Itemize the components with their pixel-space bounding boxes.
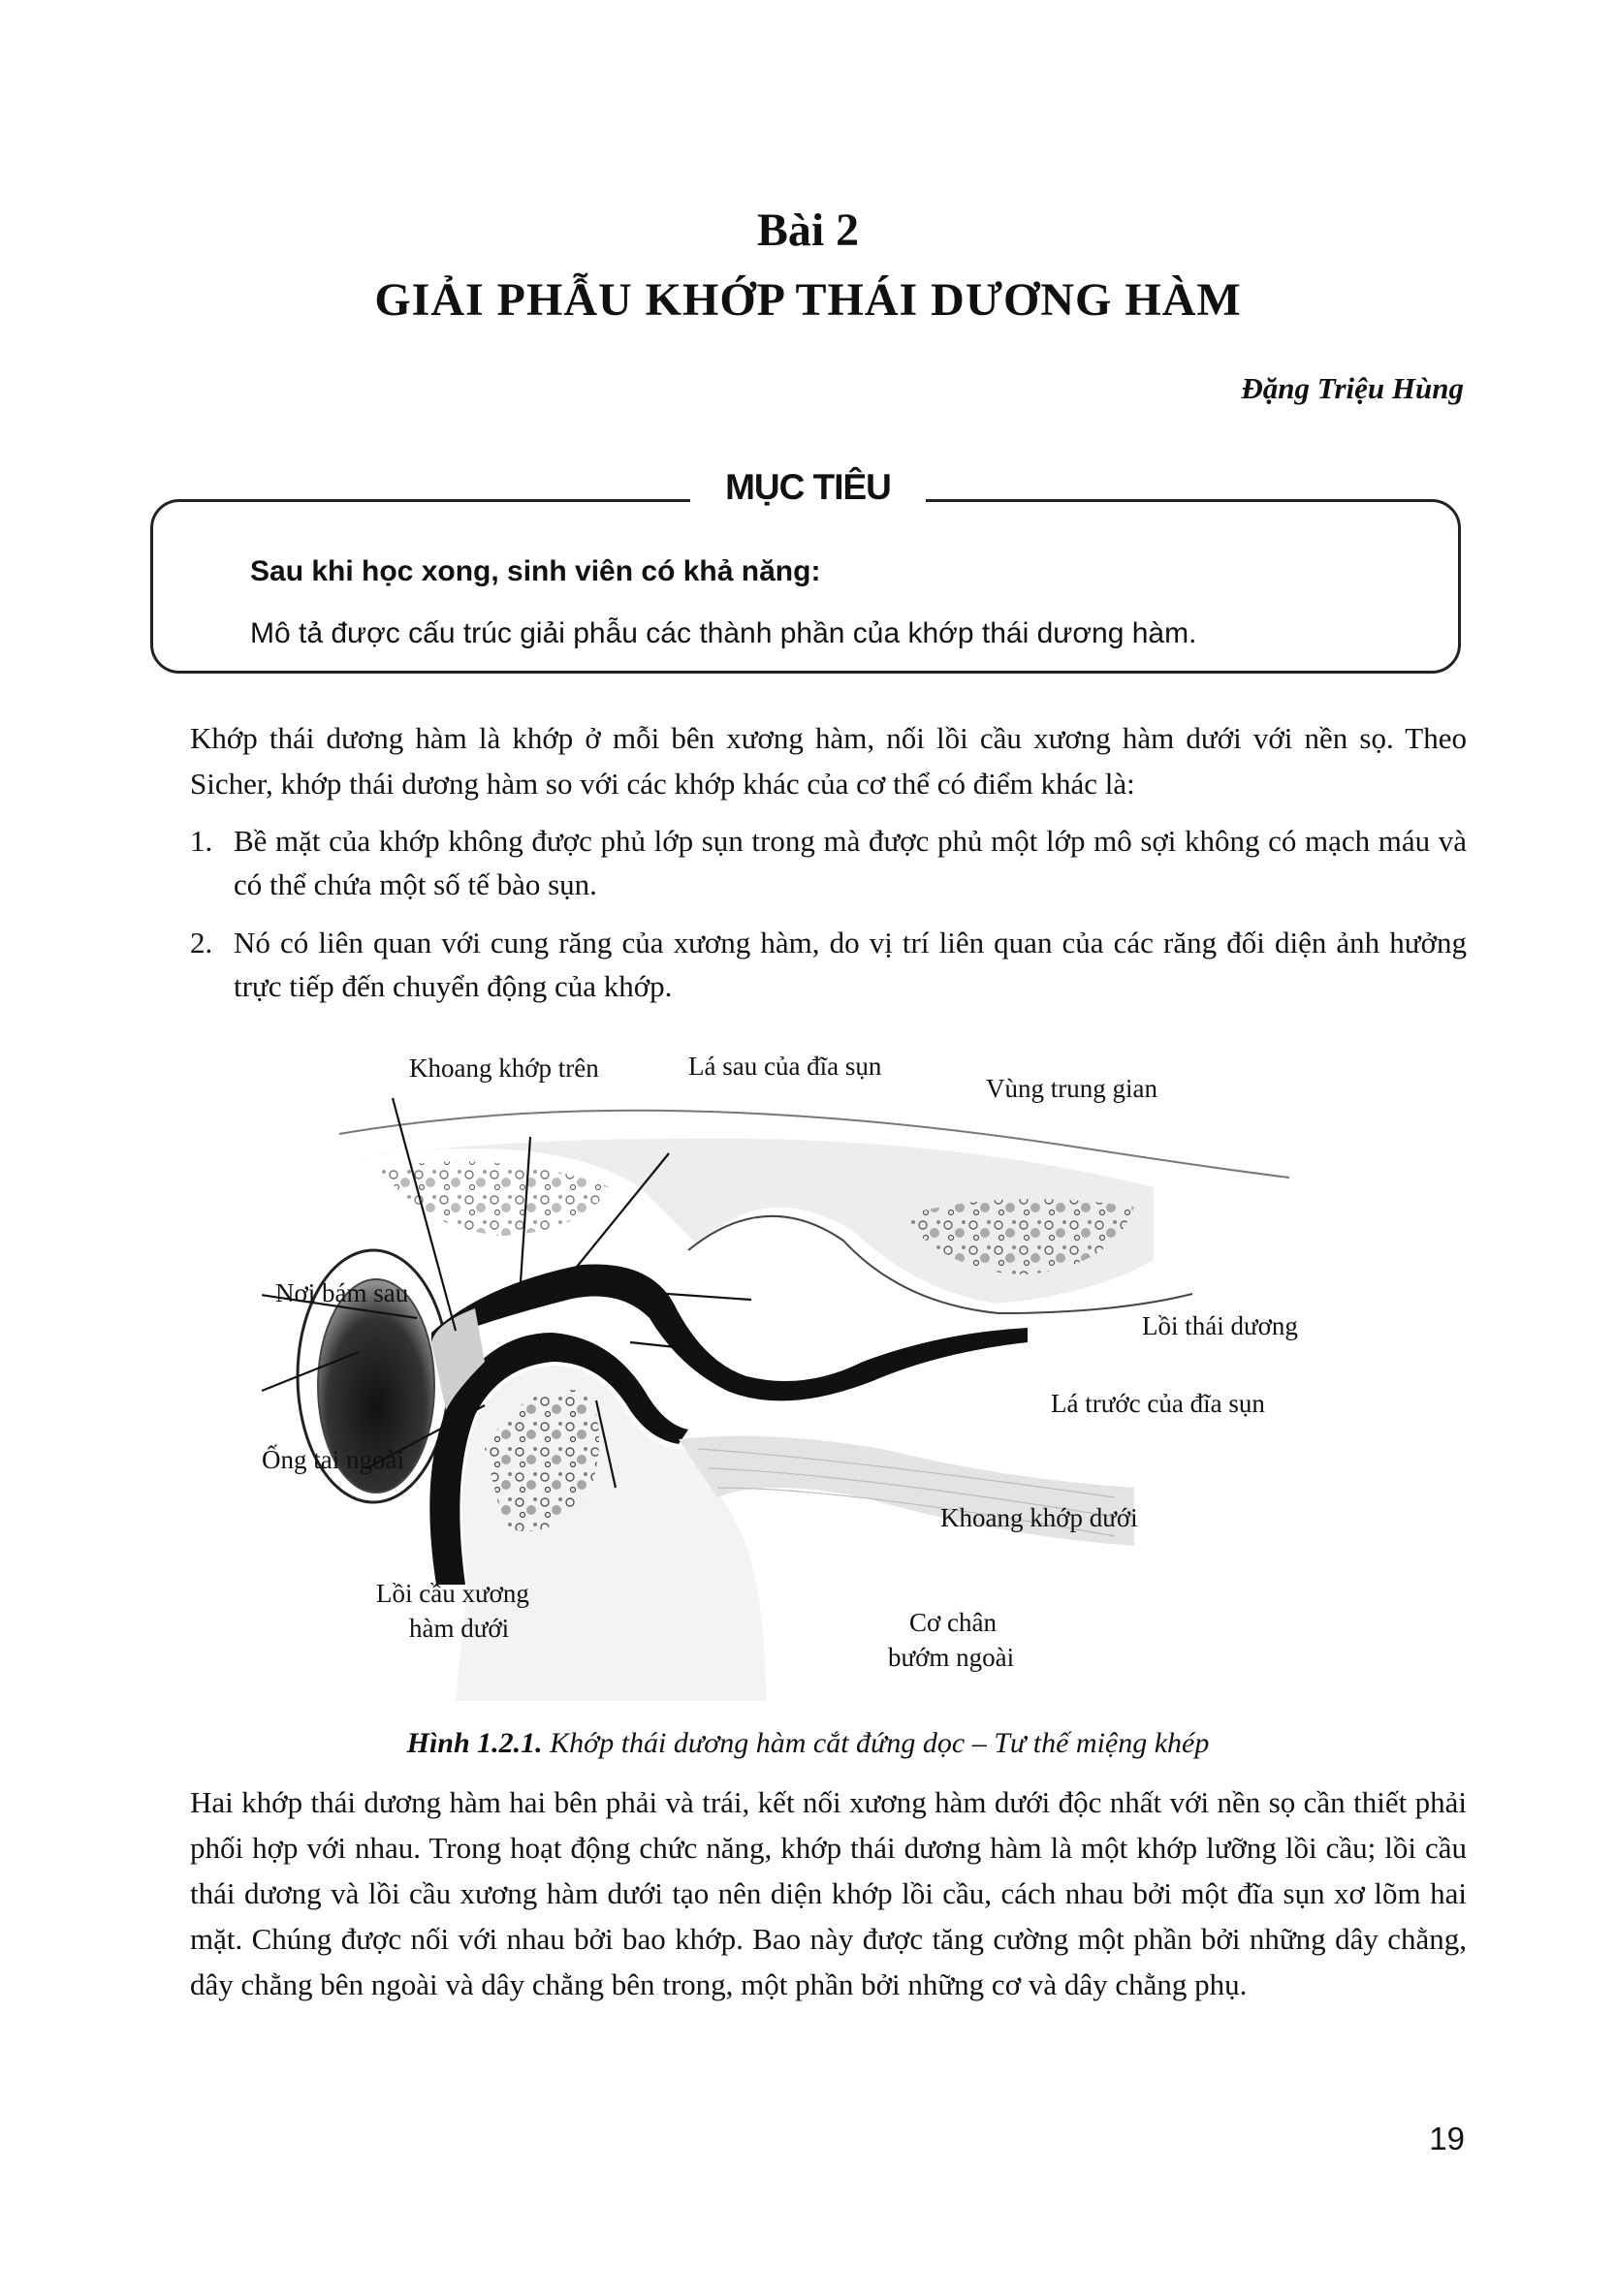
label-muscle-line2: bướm ngoài — [888, 1643, 1015, 1672]
list-text: Bề mặt của khớp không được phủ lớp sụn trong mà được phủ một lớp mô sợi không có mạch máu và có thể chứa một số tế bào sụn. — [234, 824, 1467, 901]
objectives-heading-wrap — [0, 467, 1616, 508]
label-condyle-line2: hàm dưới — [409, 1614, 510, 1643]
page-number: 19 — [1429, 2121, 1465, 2156]
objectives-item: Mô tả được cấu trúc giải phẫu các thành phần của khớp thái dương hàm. — [250, 617, 1197, 649]
label-lower-joint-space: Khoang khớp dưới — [940, 1503, 1138, 1532]
label-intermediate-zone: Vùng trung gian — [986, 1074, 1157, 1103]
label-anterior-lamina: Lá trước của đĩa sụn — [1051, 1389, 1265, 1418]
paragraph-intro: Khớp thái dương hàm là khớp ở mỗi bên xương hàm, nối lồi cầu xương hàm dưới với nền sọ. Theo Sicher, khớp thái dương hàm so với các khớp khác của cơ thể có điểm khác là: — [190, 721, 1467, 801]
objectives-intro: Sau khi học xong, sinh viên có khả năng: — [250, 555, 821, 587]
label-upper-joint-space: Khoang khớp trên — [409, 1054, 599, 1083]
list-number: 2. — [190, 926, 213, 959]
label-articular-eminence: Lồi thái dương — [1142, 1311, 1298, 1340]
list-text: Nó có liên quan với cung răng của xương hàm, do vị trí liên quan của các răng đối diện ảnh hưởng trực tiếp đến chuyển động của khớp. — [234, 926, 1467, 1003]
lesson-number: Bài 2 — [756, 204, 860, 256]
tmj-figure — [262, 1042, 1357, 1701]
list-item — [190, 819, 1467, 906]
mandibular-condyle — [456, 1366, 766, 1701]
objectives-heading: MỤC TIÊU — [690, 467, 926, 508]
figure-caption — [0, 1727, 1616, 1760]
figure-caption-text: Khớp thái dương hàm cắt đứng dọc – Tư thế miệng khép — [550, 1727, 1210, 1759]
paragraph-joint-description: Hai khớp thái dương hàm hai bên phải và trái, kết nối xương hàm dưới độc nhất với nền sọ cần thiết phải phối hợp với nhau. Trong hoạt động chức năng, khớp thái dương hàm là một khớp lưỡng lồi cầu; lồi cầu thái dương và lồi cầu xương hàm dưới tạo nên diện khớp lồi cầu, cách nhau bởi một đĩa sụn xơ lõm hai mặt. Chúng được nối với nhau bởi bao khớp. Bao này được tăng cường một phần bởi những dây chằng, dây chằng bên ngoài và dây chằng bên trong, một phần bởi những cơ và dây chằng phụ. — [190, 1785, 1467, 2001]
figure-caption-number: Hình 1.2.1. — [406, 1727, 543, 1759]
lesson-title: GIẢI PHẪU KHỚP THÁI DƯƠNG HÀM — [374, 274, 1242, 326]
author: Đặng Triệu Hùng — [1241, 371, 1464, 405]
label-posterior-attachment: Nơi bám sau — [275, 1278, 409, 1307]
list-number: 1. — [190, 824, 213, 858]
list-item — [190, 921, 1467, 1008]
label-ear-canal: Ống tai ngoài — [262, 1445, 404, 1474]
label-posterior-lamina: Lá sau của đĩa sụn — [688, 1052, 882, 1081]
label-condyle-line1: Lồi cầu xương — [376, 1579, 529, 1608]
label-muscle-line1: Cơ chân — [909, 1608, 998, 1637]
